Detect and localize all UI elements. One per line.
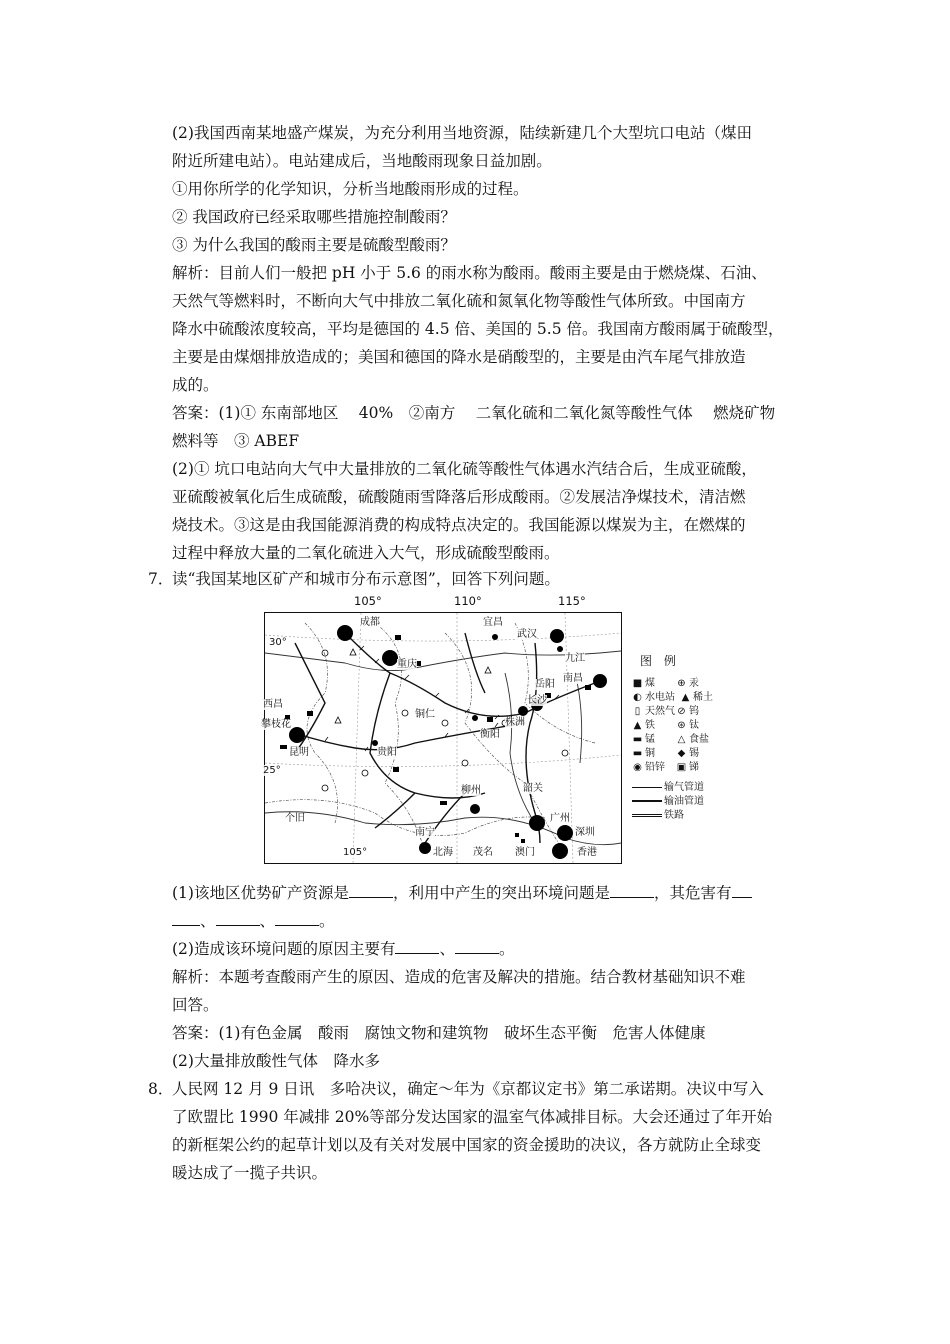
answer-line: 答案：(1)有色金属 酸雨 腐蚀文物和建筑物 破坏生态平衡 危害人体健康 bbox=[172, 1024, 706, 1042]
longitude-label: 110° bbox=[454, 594, 482, 608]
answer-line: 过程中释放大量的二氧化硫进入大气，形成硫酸型酸雨。 bbox=[172, 544, 560, 562]
answer-line: (2)大量排放酸性气体 降水多 bbox=[172, 1052, 380, 1070]
answer-blank[interactable] bbox=[455, 939, 499, 954]
question-7-part-1-cont: 、 、 。 bbox=[172, 908, 812, 936]
legend-oil-pipeline: 输油管道 bbox=[632, 796, 704, 808]
city-label: 铜仁 bbox=[415, 709, 435, 720]
city-label: 重庆 bbox=[397, 659, 417, 670]
answer-line: 亚硫酸被氧化后生成硫酸，硫酸随雨雪降落后形成酸雨。②发展洁净煤技术，清洁燃 bbox=[172, 488, 746, 506]
question-8-line: 了欧盟比 1990 年减排 20%等部分发达国家的温室气体减排目标。大会还通过了年开始 bbox=[172, 1108, 773, 1126]
analysis-line: 回答。 bbox=[172, 996, 219, 1014]
question-number: 7． bbox=[148, 570, 174, 588]
longitude-label: 115° bbox=[558, 594, 586, 608]
question-8-line: 8．人民网 12 月 9 日讯 多哈决议，确定～年为《京都议定书》第二承诺期。决议中写入 bbox=[148, 1076, 812, 1104]
analysis-line: 天然气等燃料时，不断向大气中排放二氧化硫和氮氧化物等酸性气体所致。中国南方 bbox=[172, 292, 746, 310]
question-7-part-2: (2)造成该环境问题的原因主要有 、 。 bbox=[172, 940, 515, 958]
legend-manganese: ▬ 锰 bbox=[632, 734, 655, 745]
legend-rare-earth: ▲ 稀土 bbox=[681, 692, 713, 703]
city-label: 宜昌 bbox=[483, 617, 503, 628]
legend-tungsten: ⊘ 钨 bbox=[677, 706, 699, 717]
longitude-label: 105° bbox=[343, 847, 368, 858]
answer-blank[interactable] bbox=[172, 911, 200, 926]
city-label: 广州 bbox=[550, 813, 570, 824]
city-label: 香港 bbox=[577, 847, 597, 858]
manganese-icon: ▬ bbox=[632, 734, 643, 745]
text-line: ② 我国政府已经采取哪些措施控制酸雨？ bbox=[172, 208, 456, 226]
coal-icon: ■ bbox=[632, 678, 643, 689]
mercury-icon: ⊕ bbox=[677, 678, 686, 689]
city-label: 岳阳 bbox=[535, 679, 555, 690]
city-label: 攀枝花 bbox=[261, 719, 291, 730]
legend-gas-pipeline: 输气管道 bbox=[632, 782, 704, 794]
analysis-line: 降水中硫酸浓度较高，平均是德国的 4.5 倍、美国的 5.5 倍。我国南方酸雨属于硫酸型， bbox=[172, 320, 784, 338]
city-label: 长沙 bbox=[527, 695, 547, 706]
map-graphics bbox=[265, 613, 621, 863]
city-label: 南宁 bbox=[415, 827, 435, 838]
gas-pipeline-icon bbox=[632, 787, 662, 788]
lead-zinc-icon: ◉ bbox=[633, 762, 642, 773]
text-line: ①用你所学的化学知识，分析当地酸雨形成的过程。 bbox=[172, 180, 529, 198]
salt-icon: △ bbox=[677, 734, 686, 745]
analysis-line: 解析：本题考查酸雨产生的原因、造成的危害及解决的措施。结合教材基础知识不难 bbox=[172, 968, 746, 986]
answer-blank[interactable] bbox=[275, 911, 319, 926]
analysis-line: 主要是由煤烟排放造成的；美国和德国的降水是硝酸型的，主要是由汽车尾气排放造 bbox=[172, 348, 746, 366]
answer-blank[interactable] bbox=[732, 883, 752, 898]
question-text: 读“我国某地区矿产和城市分布示意图”，回答下列问题。 bbox=[172, 570, 560, 588]
natural-gas-icon: ▯ bbox=[634, 706, 641, 717]
legend-copper: ▬ 铜 bbox=[632, 748, 655, 759]
city-label: 株洲 bbox=[505, 717, 525, 728]
legend-tin: ◆ 锡 bbox=[677, 748, 699, 759]
city-label: 贵阳 bbox=[377, 747, 397, 758]
question-8-line: 的新框架公约的起草计划以及有关对发展中国家的资金援助的决议，各方就防止全球变 bbox=[172, 1136, 762, 1154]
question-number: 8． bbox=[148, 1080, 174, 1098]
legend-mercury: ⊕ 汞 bbox=[677, 678, 699, 689]
antimony-icon: ▣ bbox=[676, 762, 687, 773]
answer-line: (2)① 坑口电站向大气中大量排放的二氧化硫等酸性气体遇水汽结合后，生成亚硫酸， bbox=[172, 460, 757, 478]
city-label: 南昌 bbox=[563, 673, 583, 684]
legend-hydro: ◐ 水电站 bbox=[633, 692, 675, 703]
legend-title: 图 例 bbox=[640, 654, 680, 668]
city-label: 深圳 bbox=[575, 827, 595, 838]
legend-titanium: ⊛ 钛 bbox=[677, 720, 699, 731]
text-line: 附近所建电站）。电站建成后，当地酸雨现象日益加剧。 bbox=[172, 152, 552, 170]
city-label: 成都 bbox=[360, 617, 380, 628]
legend-coal: ■ 煤 bbox=[632, 678, 655, 689]
latitude-label: 25° bbox=[263, 765, 281, 776]
answer-line: 答案：(1)① 东南部地区 40% ②南方 二氧化硫和二氧化氮等酸性气体 燃烧矿物 bbox=[172, 404, 776, 422]
city-label: 昆明 bbox=[289, 747, 309, 758]
city-label: 澳门 bbox=[515, 847, 535, 858]
copper-icon: ▬ bbox=[632, 748, 643, 759]
city-label: 柳州 bbox=[461, 785, 481, 796]
text-line: ③ 为什么我国的酸雨主要是硫酸型酸雨？ bbox=[172, 236, 456, 254]
analysis-line: 解析：目前人们一般把 pH 小于 5.6 的雨水称为酸雨。酸雨主要是由于燃烧煤、石油、 bbox=[172, 264, 767, 282]
legend-antimony: ▣ 锑 bbox=[676, 762, 699, 773]
oil-pipeline-icon bbox=[632, 800, 662, 802]
analysis-line: 成的。 bbox=[172, 376, 219, 394]
city-label: 韶关 bbox=[523, 783, 543, 794]
answer-blank[interactable] bbox=[216, 911, 260, 926]
city-label: 北海 bbox=[433, 847, 453, 858]
city-label: 衡阳 bbox=[480, 729, 500, 740]
rare-earth-icon: ▲ bbox=[681, 692, 690, 703]
city-label: 武汉 bbox=[517, 629, 537, 640]
city-label: 九江 bbox=[565, 653, 585, 664]
legend-railway: 铁路 bbox=[632, 810, 684, 822]
legend-salt: △ 食盐 bbox=[677, 734, 709, 745]
question-8-line: 暖达成了一揽子共识。 bbox=[172, 1164, 328, 1182]
tin-icon: ◆ bbox=[677, 748, 686, 759]
answer-blank[interactable] bbox=[610, 883, 654, 898]
tungsten-icon: ⊘ bbox=[677, 706, 686, 717]
city-label: 茂名 bbox=[473, 847, 493, 858]
iron-icon: ▲ bbox=[633, 720, 642, 731]
text-line: (2)我国西南某地盛产煤炭，为充分利用当地资源，陆续新建几个大型坑口电站（煤田 bbox=[172, 124, 752, 142]
titanium-icon: ⊛ bbox=[677, 720, 686, 731]
longitude-label: 105° bbox=[354, 594, 382, 608]
legend-iron: ▲ 铁 bbox=[633, 720, 655, 731]
railway-icon bbox=[632, 814, 662, 817]
answer-blank[interactable] bbox=[349, 883, 393, 898]
answer-line: 烧技术。③这是由我国能源消费的构成特点决定的。我国能源以煤炭为主，在燃煤的 bbox=[172, 516, 746, 534]
legend-lead-zinc: ◉ 铅锌 bbox=[633, 762, 665, 773]
question-7-part-1: (1)该地区优势矿产资源是 ，利用中产生的突出环境问题是 ，其危害有 bbox=[172, 880, 812, 908]
latitude-label: 30° bbox=[269, 637, 287, 648]
hydro-station-icon: ◐ bbox=[633, 692, 642, 703]
map-frame bbox=[261, 612, 622, 864]
question-7-stem bbox=[148, 566, 812, 594]
answer-blank[interactable] bbox=[395, 939, 439, 954]
answer-line: 燃料等 ③ ABEF bbox=[172, 432, 300, 450]
legend-gas: ▯ 天然气 bbox=[632, 706, 675, 718]
city-label: 个旧 bbox=[285, 813, 305, 824]
city-label: 西昌 bbox=[263, 699, 283, 710]
mineral-city-map bbox=[262, 592, 722, 877]
